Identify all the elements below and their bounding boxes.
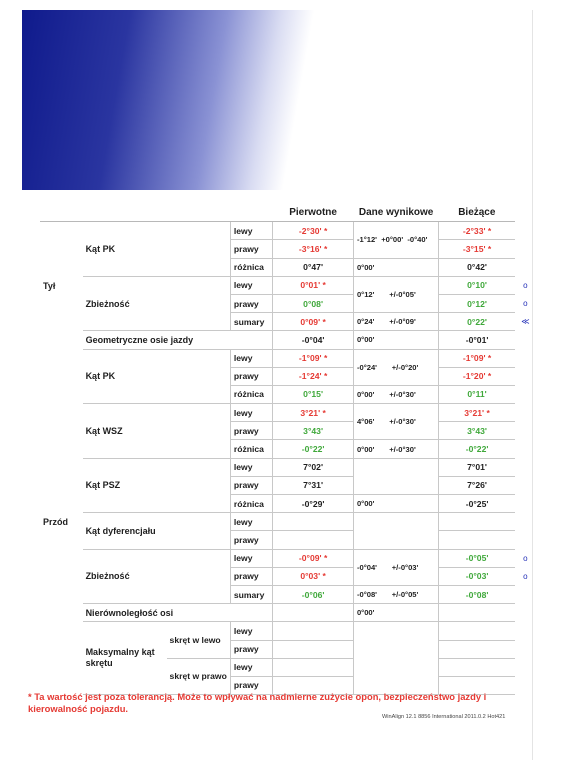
rear-kat-pk-orig-right: -3°16' *: [273, 240, 354, 258]
front-nierown-label: Nierównoległość osi: [83, 604, 273, 622]
front-psz-cur-right: 7°26': [439, 476, 515, 494]
side-label: lewy: [230, 458, 272, 476]
rear-kat-pk-data: -1°12' +0°00' -0°40': [353, 222, 438, 258]
side-label: różnica: [230, 495, 272, 513]
turn-left-label: skręt w lewo: [167, 622, 231, 658]
front-psz-data-diff: 0°00': [353, 495, 438, 513]
side-label: prawy: [230, 531, 272, 549]
rear-kat-pk-label: Kąt PK: [83, 222, 231, 277]
front-kat-pk-cur-right: -1°20' *: [439, 367, 515, 385]
table-row: [40, 349, 536, 367]
rear-kat-pk-cur-right: -3°15' *: [439, 240, 515, 258]
rear-kat-pk-cur-left: -2°33' *: [439, 222, 515, 240]
rear-toe-cur-sum: 0°22': [439, 313, 515, 331]
front-wsz-data: 4°06' +/-0°30': [353, 404, 438, 440]
front-kat-pk-orig-diff: 0°15': [273, 385, 354, 403]
header-row: [40, 204, 536, 222]
side-label: sumary: [230, 585, 272, 603]
front-wsz-orig-right: 3°43': [273, 422, 354, 440]
table-row: [40, 458, 536, 476]
front-wsz-orig-diff: -0°22': [273, 440, 354, 458]
table-row: [40, 513, 536, 531]
front-psz-cur-diff: -0°25': [439, 495, 515, 513]
alignment-table: [40, 204, 536, 695]
rear-toe-orig-sum: 0°09' *: [273, 313, 354, 331]
front-toe-cur-right: -0°03': [439, 567, 515, 585]
section-tyl: Tył: [43, 280, 56, 291]
side-label: różnica: [230, 385, 272, 403]
front-kat-pk-orig-right: -1°24' *: [273, 367, 354, 385]
side-label: różnica: [230, 258, 272, 276]
rear-toe-orig-right: 0°08': [273, 294, 354, 312]
front-kat-pk-label: Kąt PK: [83, 349, 231, 404]
header-pierwotne: Pierwotne: [273, 204, 354, 222]
rear-toe-cur-left: 0°10': [439, 276, 515, 294]
rear-toe-orig-left: 0°01' *: [273, 276, 354, 294]
front-zbieznosc-label: Zbieżność: [83, 549, 231, 604]
front-kat-dyf-label: Kąt dyferencjału: [83, 513, 231, 549]
rear-toe-data: 0°12' +/-0°05': [353, 276, 438, 312]
pen-mark: o: [523, 553, 528, 563]
tolerance-note: * Ta wartość jest poza tolerancją. Może to wpływać na nadmierne zużycie opon, bezpieczeństwo jazdy i kierowalność pojazdu.: [28, 691, 487, 714]
front-psz-orig-diff: -0°29': [273, 495, 354, 513]
side-label: lewy: [230, 276, 272, 294]
front-kat-pk-cur-diff: 0°11': [439, 385, 515, 403]
side-label: lewy: [230, 222, 272, 240]
side-label: prawy: [230, 640, 272, 658]
side-label: prawy: [230, 476, 272, 494]
front-psz-cur-left: 7°01': [439, 458, 515, 476]
table-row: [40, 276, 536, 294]
front-kat-pk-data: -0°24' +/-0°20': [353, 349, 438, 385]
rear-toe-data-sum: 0°24' +/-0°09': [353, 313, 438, 331]
front-toe-orig-sum: -0°06': [273, 585, 354, 603]
rear-toe-cur-right: 0°12': [439, 294, 515, 312]
front-toe-data: -0°04' +/-0°03': [353, 549, 438, 585]
front-max-skret-label: Maksymalny kąt skrętu: [83, 622, 167, 695]
table-row: [40, 604, 536, 622]
front-kat-pk-orig-left: -1°09' *: [273, 349, 354, 367]
table-row: [40, 331, 536, 349]
table-row: [40, 404, 536, 422]
side-label: prawy: [230, 367, 272, 385]
front-wsz-data-diff: 0°00' +/-0°30': [353, 440, 438, 458]
side-label: lewy: [230, 622, 272, 640]
header-biezace: Bieżące: [439, 204, 515, 222]
front-kat-wsz-label: Kąt WSZ: [83, 404, 231, 459]
table-row: [40, 222, 536, 240]
pen-mark: o: [523, 280, 528, 290]
section-przod: Przód: [43, 516, 69, 527]
rear-geo-orig: -0°04': [273, 331, 354, 349]
front-wsz-cur-left: 3°21' *: [439, 404, 515, 422]
rear-geo-axis-label: Geometryczne osie jazdy: [83, 331, 273, 349]
front-toe-cur-left: -0°05': [439, 549, 515, 567]
side-label: lewy: [230, 549, 272, 567]
pen-mark: o: [523, 299, 528, 309]
rear-kat-pk-cur-diff: 0°42': [439, 258, 515, 276]
turn-right-label: skręt w prawo: [167, 658, 231, 694]
front-psz-orig-right: 7°31': [273, 476, 354, 494]
front-kat-pk-cur-left: -1°09' *: [439, 349, 515, 367]
table-row: [40, 549, 536, 567]
header-dane-wynikowe: Dane wynikowe: [353, 204, 438, 222]
side-label: prawy: [230, 676, 272, 694]
side-label: lewy: [230, 404, 272, 422]
side-label: lewy: [230, 513, 272, 531]
side-label: prawy: [230, 422, 272, 440]
side-label: różnica: [230, 440, 272, 458]
side-label: lewy: [230, 349, 272, 367]
side-label: sumary: [230, 313, 272, 331]
front-toe-orig-right: 0°03' *: [273, 567, 354, 585]
header-banner: [22, 10, 532, 190]
table-row: [40, 622, 536, 640]
side-label: prawy: [230, 294, 272, 312]
rear-kat-pk-data-diff: 0°00': [353, 258, 438, 276]
rear-kat-pk-orig-left: -2°30' *: [273, 222, 354, 240]
software-version: WinAlign 12.1 8856 International 2011.0.2 Hot421: [382, 714, 506, 720]
side-label: prawy: [230, 240, 272, 258]
pen-mark: o: [523, 571, 528, 581]
front-psz-orig-left: 7°02': [273, 458, 354, 476]
rear-zbieznosc-label: Zbieżność: [83, 276, 231, 331]
front-wsz-orig-left: 3°21' *: [273, 404, 354, 422]
side-label: prawy: [230, 567, 272, 585]
front-toe-data-sum: -0°08' +/-0°05': [353, 585, 438, 603]
side-label: lewy: [230, 658, 272, 676]
front-toe-cur-sum: -0°08': [439, 585, 515, 603]
rear-geo-cur: -0°01': [439, 331, 515, 349]
rear-kat-pk-orig-diff: 0°47': [273, 258, 354, 276]
front-toe-orig-left: -0°09' *: [273, 549, 354, 567]
front-nierown-data: 0°00': [353, 604, 438, 622]
rear-geo-data: 0°00': [353, 331, 438, 349]
front-kat-pk-data-diff: 0°00' +/-0°30': [353, 385, 438, 403]
front-kat-psz-label: Kąt PSZ: [83, 458, 231, 513]
pen-mark: ≪: [521, 317, 530, 327]
front-wsz-cur-right: 3°43': [439, 422, 515, 440]
front-wsz-cur-diff: -0°22': [439, 440, 515, 458]
